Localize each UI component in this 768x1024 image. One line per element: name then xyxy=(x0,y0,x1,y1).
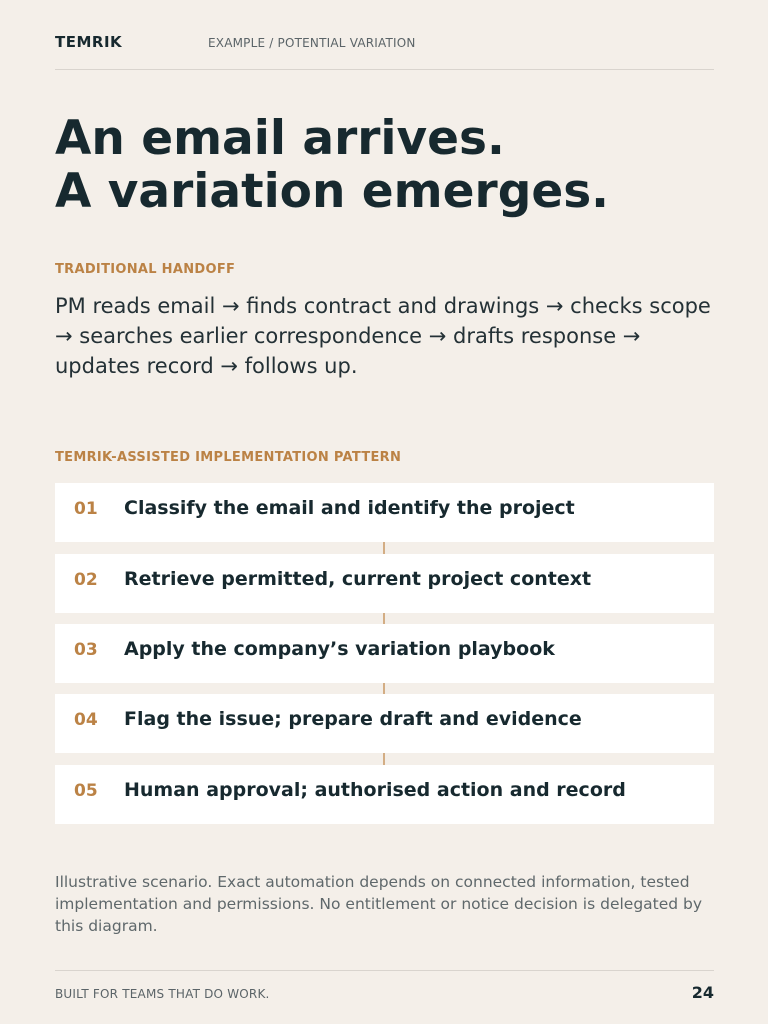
footnote: Illustrative scenario. Exact automation depends on connected information, tested implementation and permissions. No entitlement or notice decision is delegated by this diagram. xyxy=(55,873,703,935)
page-title xyxy=(55,112,714,218)
step-text: Human approval; authorised action and record xyxy=(124,779,626,801)
section-label: EXAMPLE / POTENTIAL VARIATION xyxy=(208,36,416,50)
document-page xyxy=(55,0,714,1024)
step-card xyxy=(55,483,714,542)
step-card xyxy=(55,554,714,613)
title-line-2: A variation emerges. xyxy=(55,164,610,219)
step-number: 01 xyxy=(74,499,98,519)
step-card xyxy=(55,624,714,683)
traditional-handoff-label: TRADITIONAL HANDOFF xyxy=(55,262,236,277)
page-number: 24 xyxy=(691,983,714,1002)
traditional-handoff-text: PM reads email → finds contract and drawings → checks scope → searches earlier correspondence → drafts response → updates record → follows up. xyxy=(55,294,711,378)
step-number: 03 xyxy=(74,640,98,660)
step-number: 05 xyxy=(74,781,98,801)
assisted-pattern-label: TEMRIK-ASSISTED IMPLEMENTATION PATTERN xyxy=(55,450,402,465)
step-number: 02 xyxy=(74,570,98,590)
step-text: Classify the email and identify the project xyxy=(124,497,575,519)
page-footer xyxy=(55,970,714,1011)
title-line-1: An email arrives. xyxy=(55,111,505,166)
page-header xyxy=(55,33,714,70)
step-text: Apply the company’s variation playbook xyxy=(124,638,555,660)
step-text: Flag the issue; prepare draft and evidence xyxy=(124,708,582,730)
brand-name: TEMRIK xyxy=(55,33,123,51)
step-card xyxy=(55,765,714,824)
step-card xyxy=(55,694,714,753)
step-connector xyxy=(383,753,385,765)
footer-tagline: BUILT FOR TEAMS THAT DO WORK. xyxy=(55,987,270,1001)
step-text: Retrieve permitted, current project context xyxy=(124,568,592,590)
step-number: 04 xyxy=(74,710,98,730)
step-connector xyxy=(383,542,385,554)
